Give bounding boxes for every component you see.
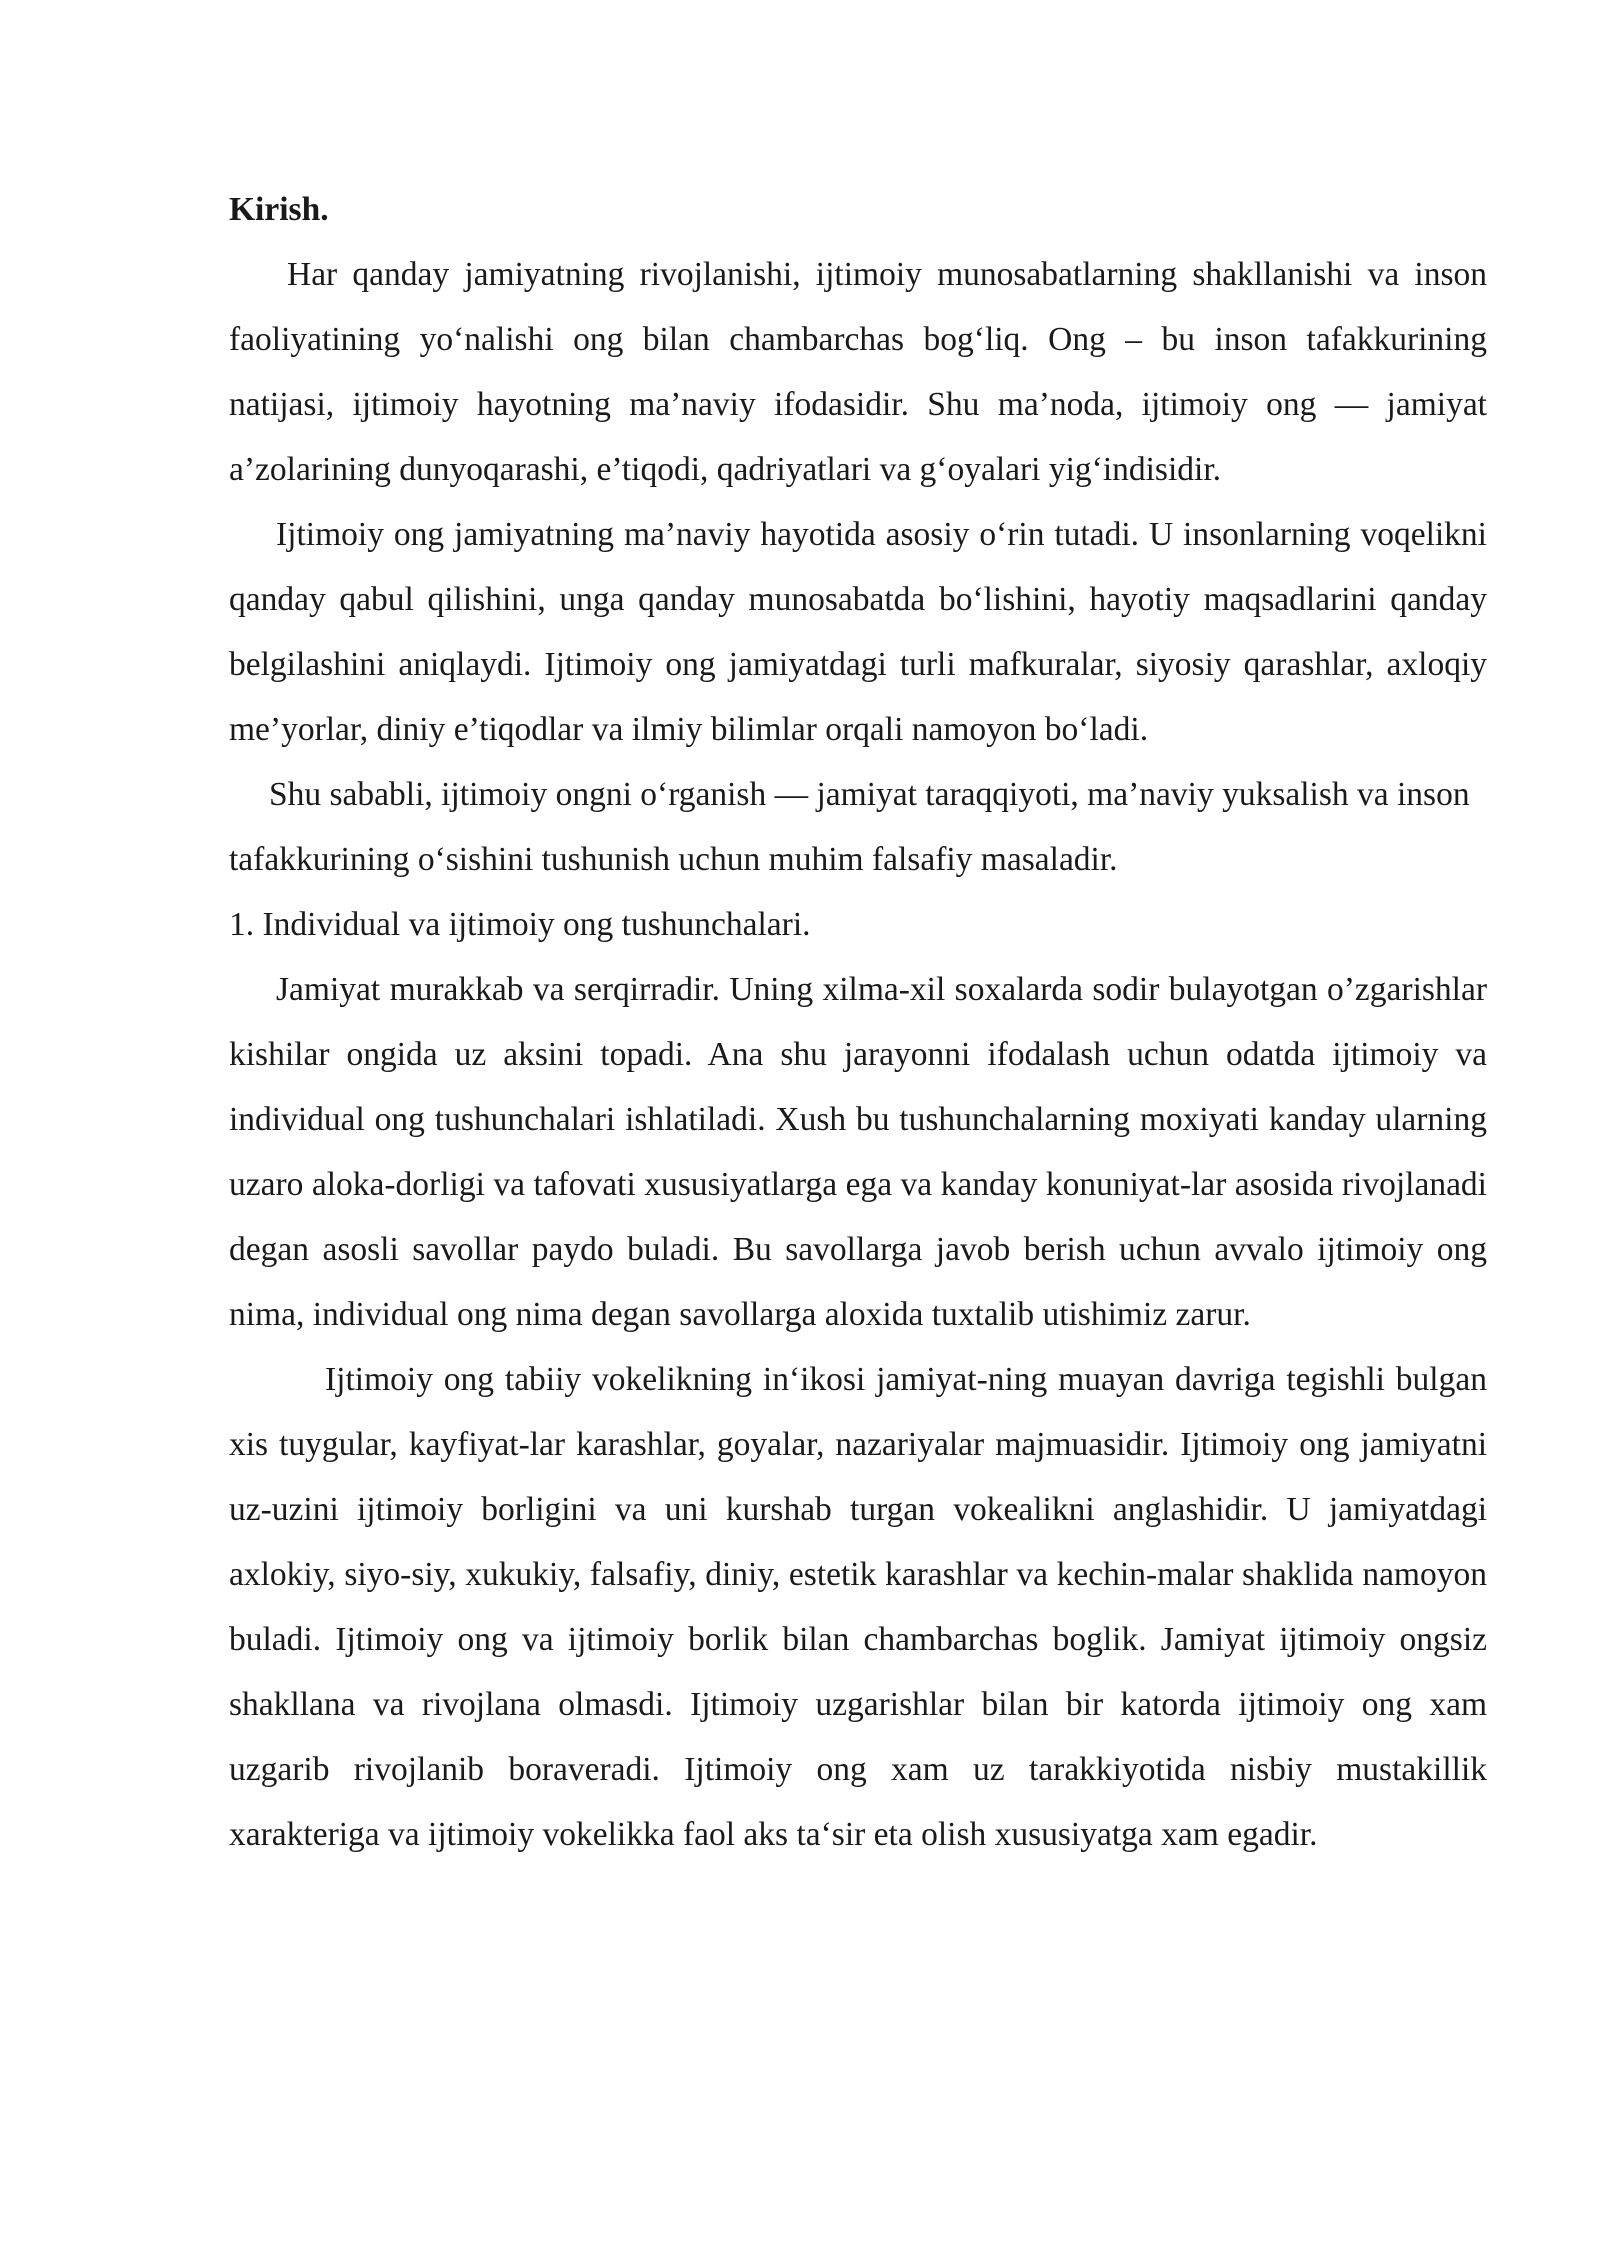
- section-title: 1. Individual va ijtimoiy ong tushunchalari.: [229, 906, 811, 943]
- intro-paragraph-3: Shu sababli, ijtimoiy ongni o‘rganish — jamiyat taraqqiyoti, ma’naviy yuksalish va inson tafakkurining o‘sishini tushunish uchun muhim falsafiy masaladir.: [229, 776, 1470, 878]
- document-body: [229, 177, 1487, 1867]
- heading-kirish: Kirish.: [229, 191, 329, 228]
- section-paragraph-1: Jamiyat murakkab va serqirradir. Uning xilma-xil soxalarda sodir bulayotgan o’zgarishlar kishilar ongida uz aksini topadi. Ana shu jarayonni ifodalash uchun odatda ijtimoiy va individual ong tushunchalari ishlatiladi. Xush bu tushunchalarning moxiyati kanday ularning uzaro aloka-dorligi va tafovati xususiyatlarga ega va kanday konuniyat-lar asosida rivojlanadi degan asosli savollar paydo buladi. Bu savollarga javob berish uchun avvalo ijtimoiy ong nima, individual ong nima degan savollarga aloxida tuxtalib utishimiz zarur.: [229, 971, 1487, 1333]
- intro-paragraph-2: Ijtimoiy ong jamiyatning ma’naviy hayotida asosiy o‘rin tutadi. U insonlarning voqelikni qanday qabul qilishini, unga qanday munosabatda bo‘lishini, hayotiy maqsadlarini qanday belgilashini aniqlaydi. Ijtimoiy ong jamiyatdagi turli mafkuralar, siyosiy qarashlar, axloqiy me’yorlar, diniy e’tiqodlar va ilmiy bilimlar orqali namoyon bo‘ladi.: [229, 516, 1487, 748]
- intro-paragraph-1: Har qanday jamiyatning rivojlanishi, ijtimoiy munosabatlarning shakllanishi va inson faoliyatining yo‘nalishi ong bilan chambarchas bog‘liq. Ong – bu inson tafakkurining natijasi, ijtimoiy hayotning ma’naviy ifodasidir. Shu ma’noda, ijtimoiy ong — jamiyat a’zolarining dunyoqarashi, e’tiqodi, qadriyatlari va g‘oyalari yig‘indisidir.: [229, 256, 1487, 488]
- section-paragraph-2: Ijtimoiy ong tabiiy vokelikning in‘ikosi jamiyat-ning muayan davriga tegishli bulgan xis tuygular, kayfiyat-lar karashlar, goyalar, nazariyalar majmuasidir. Ijtimoiy ong jamiyatni uz-uzini ijtimoiy borligini va uni kurshab turgan vokealikni anglashidir. U jamiyatdagi axlokiy, siyo-siy, xukukiy, falsafiy, diniy, estetik karashlar va kechin-malar shaklida namoyon buladi. Ijtimoiy ong va ijtimoiy borlik bilan chambarchas boglik. Jamiyat ijtimoiy ongsiz shakllana va rivojlana olmasdi. Ijtimoiy uzgarishlar bilan bir katorda ijtimoiy ong xam uzgarib rivojlanib boraveradi. Ijtimoiy ong xam uz tarakkiyotida nisbiy mustakillik xarakteriga va ijtimoiy vokelikka faol aks ta‘sir eta olish xususiyatga xam egadir.: [229, 1361, 1487, 1853]
